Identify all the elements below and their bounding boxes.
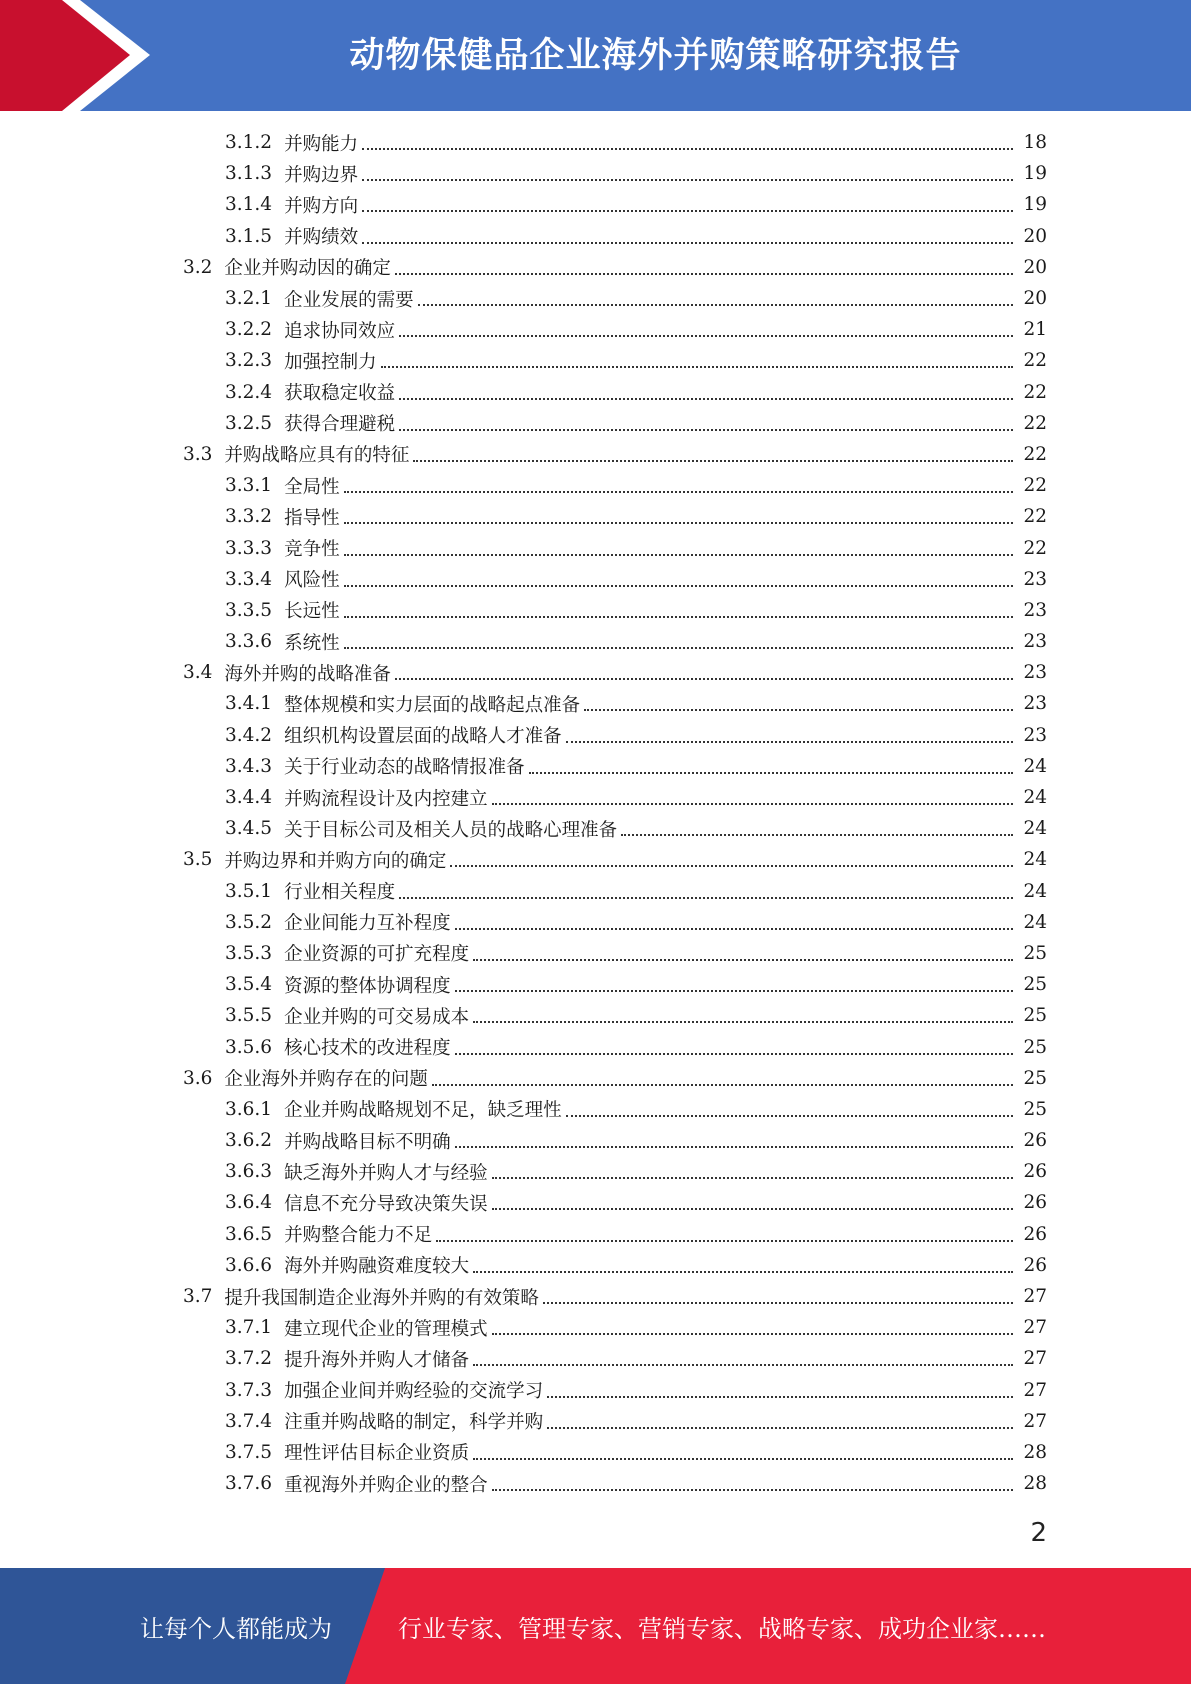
toc-subsection-entry[interactable] (225, 1187, 1191, 1218)
toc-subsection-entry[interactable] (225, 470, 1191, 501)
toc-dot-leader (362, 178, 1013, 181)
toc-entry-page: 18 (1019, 132, 1047, 153)
toc-entry-number: 3.3.1 (225, 475, 273, 497)
toc-subsection-entry[interactable] (225, 969, 1191, 1000)
toc-entry-title: 企业并购动因的确定 (224, 258, 391, 280)
toc-entry-number: 3.2.3 (225, 350, 273, 372)
toc-entry-number: 3.6.1 (225, 1098, 273, 1120)
toc-dot-leader (399, 397, 1013, 400)
toc-entry-page: 26 (1019, 1130, 1047, 1151)
toc-entry-number: 3.4 (183, 662, 213, 684)
toc-entry-page: 23 (1019, 662, 1047, 683)
toc-dot-leader (473, 1457, 1013, 1460)
toc-entry-page: 26 (1019, 1224, 1047, 1245)
toc-subsection-entry[interactable] (225, 907, 1191, 938)
toc-dot-leader (543, 1301, 1013, 1304)
toc-dot-leader (455, 989, 1013, 992)
toc-subsection-entry[interactable] (225, 1375, 1191, 1406)
toc-entry-title: 提升我国制造企业海外并购的有效策略 (224, 1287, 539, 1309)
toc-subsection-entry[interactable] (225, 1000, 1191, 1031)
toc-dot-leader (455, 927, 1013, 930)
toc-entry-page: 28 (1019, 1473, 1047, 1494)
toc-entry-title: 整体规模和实力层面的战略起点准备 (284, 694, 581, 716)
toc-entry-title: 获取稳定收益 (284, 383, 396, 405)
toc-entry-title: 追求协同效应 (284, 320, 396, 342)
toc-entry-page: 24 (1019, 881, 1047, 902)
toc-dot-leader (344, 584, 1013, 587)
toc-entry-title: 理性评估目标企业资质 (284, 1443, 470, 1465)
toc-entry-title: 企业资源的可扩充程度 (284, 944, 470, 966)
toc-entry-number: 3.7.3 (225, 1379, 273, 1401)
toc-entry-page: 22 (1019, 350, 1047, 371)
toc-section-entry[interactable] (183, 657, 1191, 688)
toc-entry-page: 27 (1019, 1411, 1047, 1432)
toc-entry-page: 27 (1019, 1286, 1047, 1307)
toc-subsection-entry[interactable] (225, 938, 1191, 969)
toc-entry-page: 27 (1019, 1348, 1047, 1369)
toc-entry-title: 长远性 (284, 601, 340, 623)
toc-subsection-entry[interactable] (225, 1312, 1191, 1343)
toc-entry-title: 并购边界 (284, 164, 359, 186)
toc-entry-page: 19 (1019, 194, 1047, 215)
toc-subsection-entry[interactable] (225, 564, 1191, 595)
toc-entry-title: 竞争性 (284, 539, 340, 561)
toc-dot-leader (473, 1020, 1013, 1023)
toc-dot-leader (450, 864, 1013, 867)
toc-dot-leader (344, 521, 1013, 524)
toc-entry-number: 3.4.5 (225, 818, 273, 840)
toc-subsection-entry[interactable] (225, 314, 1191, 345)
toc-subsection-entry[interactable] (225, 283, 1191, 314)
toc-dot-leader (566, 740, 1013, 743)
toc-entry-page: 24 (1019, 849, 1047, 870)
toc-entry-page: 20 (1019, 226, 1047, 247)
toc-entry-page: 22 (1019, 506, 1047, 527)
toc-entry-page: 23 (1019, 693, 1047, 714)
toc-dot-leader (492, 1488, 1013, 1491)
toc-entry-number: 3.7.6 (225, 1473, 273, 1495)
footer-band (0, 1568, 1191, 1684)
toc-entry-title: 并购战略目标不明确 (284, 1131, 451, 1153)
toc-entry-page: 23 (1019, 569, 1047, 590)
toc-dot-leader (362, 241, 1013, 244)
toc-dot-leader (584, 708, 1013, 711)
toc-entry-title: 风险性 (284, 570, 340, 592)
toc-entry-title: 关于目标公司及相关人员的战略心理准备 (284, 819, 618, 841)
toc-subsection-entry[interactable] (225, 813, 1191, 844)
toc-dot-leader (432, 1083, 1013, 1086)
toc-entry-title: 并购能力 (284, 133, 359, 155)
toc-entry-number: 3.5.5 (225, 1005, 273, 1027)
toc-entry-page: 22 (1019, 538, 1047, 559)
toc-entry-page: 23 (1019, 725, 1047, 746)
toc-entry-number: 3.7.1 (225, 1317, 273, 1339)
toc-entry-title: 企业并购战略规划不足，缺乏理性 (284, 1100, 562, 1122)
toc-entry-number: 3.6.4 (225, 1192, 273, 1214)
toc-subsection-entry[interactable] (225, 408, 1191, 439)
toc-entry-title: 全局性 (284, 476, 340, 498)
toc-entry-number: 3.3.3 (225, 537, 273, 559)
toc-subsection-entry[interactable] (225, 1406, 1191, 1437)
toc-subsection-entry[interactable] (225, 1094, 1191, 1125)
toc-dot-leader (395, 272, 1013, 275)
toc-entry-number: 3.2.1 (225, 288, 273, 310)
toc-entry-page: 27 (1019, 1317, 1047, 1338)
toc-entry-title: 行业相关程度 (284, 882, 396, 904)
toc-dot-leader (344, 646, 1013, 649)
toc-entry-number: 3.5.1 (225, 880, 273, 902)
toc-dot-leader (413, 459, 1013, 462)
toc-dot-leader (362, 147, 1013, 150)
toc-entry-page: 25 (1019, 943, 1047, 964)
toc-entry-number: 3.3.2 (225, 506, 273, 528)
toc-entry-number: 3.5.6 (225, 1036, 273, 1058)
toc-subsection-entry[interactable] (225, 189, 1191, 220)
toc-entry-number: 3.2.4 (225, 381, 273, 403)
toc-entry-page: 24 (1019, 818, 1047, 839)
toc-entry-number: 3.3.6 (225, 631, 273, 653)
toc-dot-leader (473, 1270, 1013, 1273)
toc-dot-leader (529, 771, 1013, 774)
footer-slogan-left: 让每个人都能成为 (140, 1614, 332, 1643)
toc-entry-page: 22 (1019, 475, 1047, 496)
toc-subsection-entry[interactable] (225, 532, 1191, 563)
toc-entry-title: 企业海外并购存在的问题 (224, 1069, 428, 1091)
toc-entry-number: 3.6 (183, 1067, 213, 1089)
toc-entry-page: 22 (1019, 382, 1047, 403)
toc-entry-page: 24 (1019, 912, 1047, 933)
toc-entry-page: 22 (1019, 444, 1047, 465)
toc-entry-number: 3.3 (183, 443, 213, 465)
toc-entry-title: 并购方向 (284, 195, 359, 217)
toc-section-entry[interactable] (183, 439, 1191, 470)
toc-entry-number: 3.2.2 (225, 319, 273, 341)
toc-dot-leader (547, 1426, 1013, 1429)
toc-subsection-entry[interactable] (225, 688, 1191, 719)
toc-entry-number: 3.7 (183, 1286, 213, 1308)
toc-subsection-entry[interactable] (225, 1468, 1191, 1499)
toc-entry-title: 核心技术的改进程度 (284, 1038, 451, 1060)
toc-entry-number: 3.6.6 (225, 1254, 273, 1276)
toc-entry-number: 3.1.4 (225, 194, 273, 216)
toc-entry-title: 企业发展的需要 (284, 289, 414, 311)
toc-section-entry[interactable] (183, 1281, 1191, 1312)
toc-entry-page: 25 (1019, 1037, 1047, 1058)
toc-subsection-entry[interactable] (225, 751, 1191, 782)
toc-entry-page: 24 (1019, 787, 1047, 808)
toc-entry-number: 3.5 (183, 849, 213, 871)
toc-entry-page: 22 (1019, 413, 1047, 434)
toc-dot-leader (492, 1207, 1013, 1210)
toc-subsection-entry[interactable] (225, 345, 1191, 376)
toc-subsection-entry[interactable] (225, 127, 1191, 158)
toc-entry-title: 系统性 (284, 632, 340, 654)
toc-dot-leader (492, 1176, 1013, 1179)
toc-entry-page: 26 (1019, 1255, 1047, 1276)
toc-entry-page: 20 (1019, 288, 1047, 309)
toc-entry-page: 19 (1019, 163, 1047, 184)
toc-dot-leader (395, 677, 1013, 680)
toc-entry-title: 并购边界和并购方向的确定 (224, 850, 447, 872)
toc-subsection-entry[interactable] (225, 158, 1191, 189)
toc-subsection-entry[interactable] (225, 1437, 1191, 1468)
toc-entry-page: 26 (1019, 1192, 1047, 1213)
toc-dot-leader (344, 490, 1013, 493)
document-title: 动物保健品企业海外并购策略研究报告 (349, 36, 962, 76)
header-band (0, 0, 1191, 111)
toc-entry-title: 资源的整体协调程度 (284, 975, 451, 997)
toc-entry-page: 27 (1019, 1380, 1047, 1401)
toc-subsection-entry[interactable] (225, 782, 1191, 813)
toc-entry-page: 26 (1019, 1161, 1047, 1182)
toc-section-entry[interactable] (183, 1063, 1191, 1094)
toc-dot-leader (621, 833, 1013, 836)
toc-entry-number: 3.2.5 (225, 412, 273, 434)
toc-entry-page: 25 (1019, 1099, 1047, 1120)
toc-entry-title: 注重并购战略的制定，科学并购 (284, 1412, 544, 1434)
page-number: 2 (1030, 1518, 1047, 1548)
toc-entry-title: 并购战略应具有的特征 (224, 445, 410, 467)
toc-entry-title: 组织机构设置层面的战略人才准备 (284, 726, 562, 748)
toc-dot-leader (344, 615, 1013, 618)
toc-entry-title: 信息不充分导致决策失误 (284, 1193, 488, 1215)
table-of-contents (0, 127, 1191, 1499)
toc-subsection-entry[interactable] (225, 626, 1191, 657)
toc-entry-number: 3.7.2 (225, 1348, 273, 1370)
toc-subsection-entry[interactable] (225, 221, 1191, 252)
toc-subsection-entry[interactable] (225, 501, 1191, 532)
toc-entry-title: 海外并购融资难度较大 (284, 1256, 470, 1278)
toc-subsection-entry[interactable] (225, 1031, 1191, 1062)
toc-entry-page: 23 (1019, 631, 1047, 652)
toc-entry-number: 3.4.3 (225, 755, 273, 777)
toc-entry-number: 3.3.5 (225, 599, 273, 621)
toc-entry-number: 3.4.1 (225, 693, 273, 715)
toc-entry-number: 3.6.5 (225, 1223, 273, 1245)
toc-entry-page: 24 (1019, 756, 1047, 777)
toc-dot-leader (399, 428, 1013, 431)
toc-entry-number: 3.3.4 (225, 568, 273, 590)
toc-entry-number: 3.7.5 (225, 1441, 273, 1463)
toc-subsection-entry[interactable] (225, 595, 1191, 626)
toc-entry-number: 3.5.3 (225, 942, 273, 964)
toc-dot-leader (492, 1332, 1013, 1335)
toc-entry-page: 20 (1019, 257, 1047, 278)
toc-dot-leader (473, 1363, 1013, 1366)
toc-entry-number: 3.6.2 (225, 1130, 273, 1152)
toc-entry-title: 建立现代企业的管理模式 (284, 1318, 488, 1340)
toc-entry-page: 25 (1019, 974, 1047, 995)
toc-dot-leader (344, 553, 1013, 556)
toc-subsection-entry[interactable] (225, 1219, 1191, 1250)
toc-entry-title: 并购整合能力不足 (284, 1225, 433, 1247)
footer-slogan-right: 行业专家、管理专家、营销专家、战略专家、成功企业家…… (398, 1614, 1046, 1643)
toc-entry-title: 重视海外并购企业的整合 (284, 1474, 488, 1496)
toc-entry-number: 3.5.4 (225, 974, 273, 996)
toc-dot-leader (399, 334, 1013, 337)
toc-dot-leader (492, 802, 1013, 805)
toc-entry-title: 加强控制力 (284, 351, 377, 373)
toc-entry-title: 海外并购的战略准备 (224, 663, 391, 685)
toc-entry-number: 3.1.3 (225, 163, 273, 185)
toc-subsection-entry[interactable] (225, 1125, 1191, 1156)
toc-entry-number: 3.6.3 (225, 1161, 273, 1183)
toc-entry-page: 28 (1019, 1442, 1047, 1463)
toc-entry-title: 并购绩效 (284, 227, 359, 249)
toc-entry-title: 并购流程设计及内控建立 (284, 788, 488, 810)
toc-dot-leader (455, 1052, 1013, 1055)
toc-subsection-entry[interactable] (225, 1250, 1191, 1281)
toc-subsection-entry[interactable] (225, 876, 1191, 907)
toc-entry-page: 25 (1019, 1068, 1047, 1089)
toc-subsection-entry[interactable] (225, 720, 1191, 751)
toc-dot-leader (436, 1239, 1013, 1242)
toc-dot-leader (473, 958, 1013, 961)
toc-subsection-entry[interactable] (225, 377, 1191, 408)
toc-entry-number: 3.4.4 (225, 787, 273, 809)
toc-entry-title: 关于行业动态的战略情报准备 (284, 757, 525, 779)
toc-subsection-entry[interactable] (225, 1156, 1191, 1187)
toc-entry-title: 提升海外并购人才储备 (284, 1349, 470, 1371)
toc-entry-title: 获得合理避税 (284, 414, 396, 436)
toc-entry-number: 3.4.2 (225, 724, 273, 746)
toc-dot-leader (566, 1114, 1013, 1117)
toc-section-entry[interactable] (183, 252, 1191, 283)
toc-entry-number: 3.1.2 (225, 132, 273, 154)
toc-entry-page: 21 (1019, 319, 1047, 340)
toc-entry-title: 企业间能力互补程度 (284, 913, 451, 935)
toc-entry-title: 加强企业间并购经验的交流学习 (284, 1381, 544, 1403)
toc-entry-number: 3.1.5 (225, 225, 273, 247)
toc-entry-number: 3.2 (183, 256, 213, 278)
toc-dot-leader (455, 1145, 1013, 1148)
toc-entry-page: 23 (1019, 600, 1047, 621)
toc-entry-title: 企业并购的可交易成本 (284, 1006, 470, 1028)
toc-dot-leader (362, 209, 1013, 212)
toc-entry-number: 3.7.4 (225, 1410, 273, 1432)
toc-entry-number: 3.5.2 (225, 911, 273, 933)
toc-dot-leader (399, 896, 1013, 899)
toc-entry-title: 缺乏海外并购人才与经验 (284, 1162, 488, 1184)
toc-subsection-entry[interactable] (225, 1343, 1191, 1374)
toc-entry-page: 25 (1019, 1005, 1047, 1026)
toc-dot-leader (381, 365, 1013, 368)
toc-entry-title: 指导性 (284, 507, 340, 529)
toc-section-entry[interactable] (183, 844, 1191, 875)
toc-dot-leader (418, 303, 1013, 306)
toc-dot-leader (547, 1395, 1013, 1398)
